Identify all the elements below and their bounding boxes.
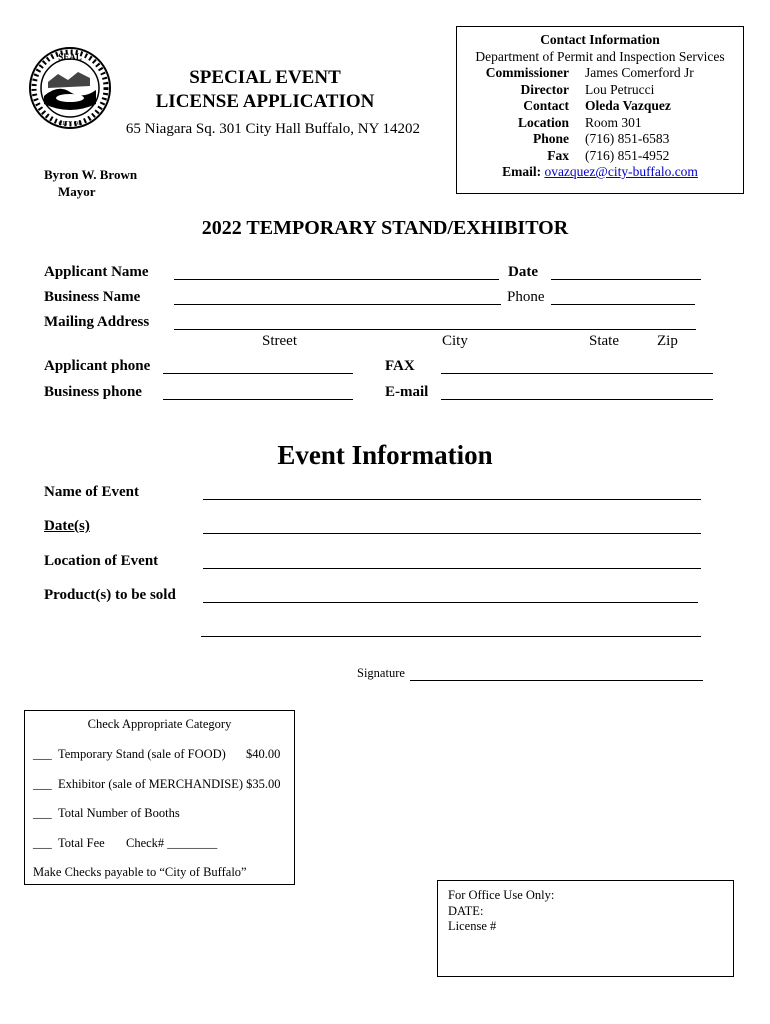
email-label: E-mail	[385, 384, 429, 400]
application-title-line2: LICENSE APPLICATION	[155, 91, 375, 112]
check-number-field[interactable]: Check# ________	[126, 836, 218, 850]
event-name-field[interactable]	[203, 499, 701, 500]
products-field-line2[interactable]	[201, 636, 701, 637]
payable-note: Make Checks payable to “City of Buffalo”	[33, 865, 247, 879]
applicant-name-field[interactable]	[174, 279, 499, 280]
products-label: Product(s) to be sold	[44, 587, 176, 603]
form-title: 2022 TEMPORARY STAND/EXHIBITOR	[201, 217, 569, 239]
contact-value: (716) 851-4952	[585, 147, 670, 163]
office-address: 65 Niagara Sq. 301 City Hall Buffalo, NY 14202	[125, 121, 421, 137]
checkbox-blank[interactable]: ___	[33, 836, 52, 850]
event-name-label: Name of Event	[44, 484, 139, 500]
contact-value: Oleda Vazquez	[585, 98, 671, 113]
contact-email-link[interactable]: ovazquez@city-buffalo.com	[544, 164, 698, 179]
exhibitor-option: Exhibitor (sale of MERCHANDISE) $35.00	[58, 777, 281, 791]
street-caption: Street	[262, 333, 297, 349]
contact-information-box	[456, 26, 744, 194]
business-name-field[interactable]	[174, 304, 501, 305]
fax-label: FAX	[385, 358, 415, 374]
date-field[interactable]	[551, 279, 701, 280]
contact-heading: Contact Information	[540, 32, 660, 47]
office-license-label: License #	[448, 919, 497, 933]
office-use-box	[437, 880, 734, 977]
event-dates-label: Date(s)	[44, 518, 90, 534]
contact-label: Phone	[532, 131, 569, 146]
contact-label: Fax	[547, 147, 569, 163]
email-label: Email:	[502, 164, 542, 179]
mayor-block	[44, 166, 137, 200]
temporary-stand-option: Temporary Stand (sale of FOOD)	[58, 747, 226, 761]
business-phone-label: Business phone	[44, 384, 142, 400]
applicant-phone-label: Applicant phone	[44, 358, 151, 374]
fax-field[interactable]	[441, 373, 713, 374]
temporary-stand-fee: $40.00	[246, 747, 281, 761]
products-field-line1[interactable]	[203, 602, 698, 603]
contact-value: Room 301	[585, 114, 642, 130]
checkbox-blank[interactable]: ___	[33, 747, 52, 761]
checkbox-blank[interactable]: ___	[33, 777, 52, 791]
applicant-phone-field[interactable]	[163, 373, 353, 374]
event-information-heading: Event Information	[277, 440, 493, 470]
contact-label: Director	[520, 81, 569, 97]
email-field[interactable]	[441, 399, 713, 400]
contact-department: Department of Permit and Inspection Services	[475, 48, 725, 64]
mailing-address-field[interactable]	[174, 329, 696, 330]
event-location-field[interactable]	[203, 568, 701, 569]
business-phone-field[interactable]	[163, 399, 353, 400]
business-name-label: Business Name	[44, 289, 141, 305]
zip-caption: Zip	[657, 333, 678, 349]
phone-label: Phone	[507, 289, 545, 305]
signature-label: Signature	[357, 666, 405, 680]
event-location-label: Location of Event	[44, 553, 159, 569]
state-caption: State	[589, 333, 619, 349]
application-title-line1: SPECIAL EVENT	[189, 67, 341, 88]
category-box	[24, 710, 295, 885]
contact-label: Contact	[523, 98, 569, 113]
category-heading: Check Appropriate Category	[87, 717, 232, 731]
city-seal-logo	[28, 46, 112, 130]
contact-value: (716) 851-6583	[585, 131, 670, 146]
event-dates-field[interactable]	[203, 533, 701, 534]
total-fee-label: Total Fee	[58, 836, 105, 850]
applicant-name-label: Applicant Name	[44, 264, 149, 280]
svg-text:CITY OF: CITY OF	[58, 121, 82, 127]
office-date-label: DATE:	[448, 903, 484, 918]
svg-text:SEAL: SEAL	[58, 52, 82, 62]
contact-value: Lou Petrucci	[585, 81, 655, 97]
phone-field[interactable]	[551, 304, 695, 305]
contact-value: James Comerford Jr	[585, 65, 694, 80]
signature-field[interactable]	[410, 680, 703, 681]
checkbox-blank[interactable]: ___	[33, 806, 52, 820]
mailing-address-label: Mailing Address	[44, 314, 150, 330]
contact-label: Commissioner	[485, 65, 569, 80]
contact-label: Location	[517, 114, 569, 130]
office-use-heading: For Office Use Only:	[448, 888, 555, 902]
mayor-title: Mayor	[58, 184, 96, 199]
total-booths-label: Total Number of Booths	[58, 806, 180, 820]
date-label: Date	[508, 264, 538, 280]
city-caption: City	[442, 333, 468, 349]
mayor-name: Byron W. Brown	[44, 167, 138, 182]
